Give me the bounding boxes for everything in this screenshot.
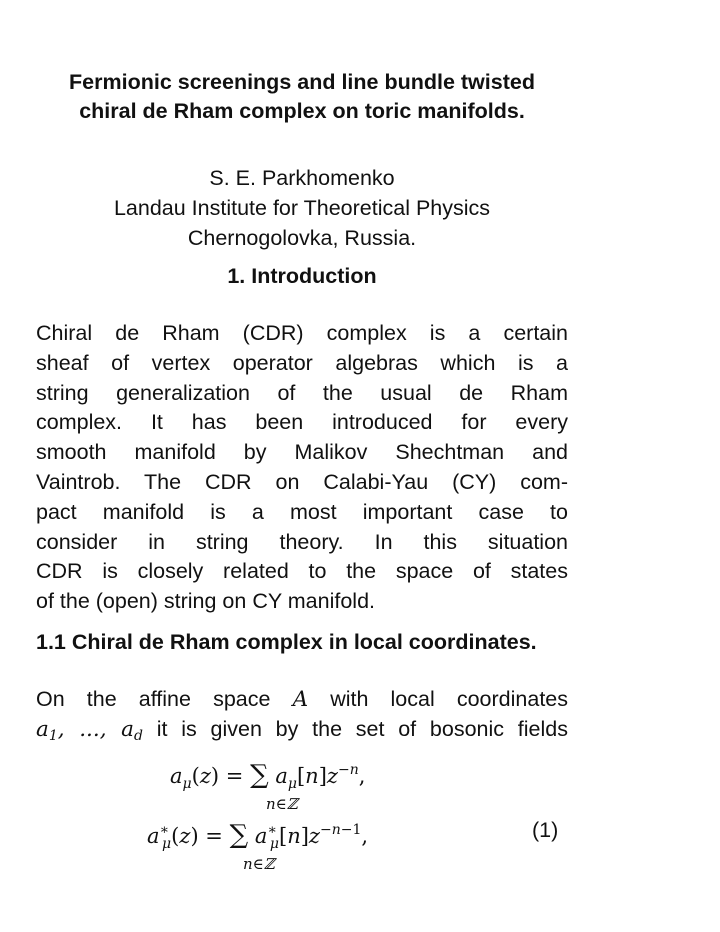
- paragraph-line: consider in string theory. In this situation: [36, 529, 568, 554]
- subsection-heading: 1.1 Chiral de Rham complex in local coordinates.: [36, 630, 537, 654]
- equation-a-mu-star: $a^∗_\mu(z)$ = ∑ $a^∗_\mu[n]z^{-n-1}$,: [147, 820, 369, 852]
- subsection-paragraph: [36, 685, 568, 748]
- affiliation-line-1: Landau Institute for Theoretical Physics: [113, 196, 491, 220]
- math-coords: a1, ..., ad: [36, 716, 143, 744]
- title-line-1: Fermionic screenings and line bundle twisted: [69, 70, 535, 94]
- title-line-2: chiral de Rham complex on toric manifolds.: [79, 99, 525, 123]
- paragraph-line: smooth manifold by Malikov Shechtman and: [36, 440, 568, 465]
- affiliation-line-2: Chernogolovka, Russia.: [187, 226, 417, 250]
- sum-index: n∈ℤ: [266, 795, 298, 813]
- math-var-A: A: [292, 687, 309, 712]
- paragraph-line: CDR is closely related to the space of states: [36, 559, 568, 584]
- paragraph-line: of the (open) string on CY manifold.: [36, 589, 376, 614]
- sum-symbol: ∑: [229, 820, 249, 850]
- equation-a-mu: $a_\mu(z)$ = ∑ $a_\mu[n]z^{-n}$,: [170, 760, 366, 792]
- paragraph-line: Chiral de Rham (CDR) complex is a certain: [36, 321, 568, 345]
- sum-index: n∈ℤ: [243, 855, 275, 873]
- paragraph-line: a1, ..., ad it is given by the set of bosonic fields: [36, 716, 568, 744]
- paragraph-line: Vaintrob. The CDR on Calabi-Yau (CY) com-: [36, 469, 568, 494]
- author-block: [0, 163, 604, 253]
- equation-number: (1): [532, 818, 559, 842]
- paragraph-line: complex. It has been introduced for every: [36, 410, 568, 435]
- section-heading: 1. Introduction: [227, 264, 377, 288]
- author-name: S. E. Parkhomenko: [209, 166, 395, 190]
- paper-title: [0, 68, 604, 126]
- paragraph-line: pact manifold is a most important case to: [36, 499, 568, 524]
- sum-symbol: ∑: [250, 760, 269, 790]
- intro-paragraph: [36, 319, 568, 617]
- paragraph-line: string generalization of the usual de Rham: [36, 380, 568, 405]
- paragraph-line: sheaf of vertex operator algebras which is a: [36, 350, 568, 375]
- paragraph-line: On the affine space A with local coordinates: [36, 687, 569, 712]
